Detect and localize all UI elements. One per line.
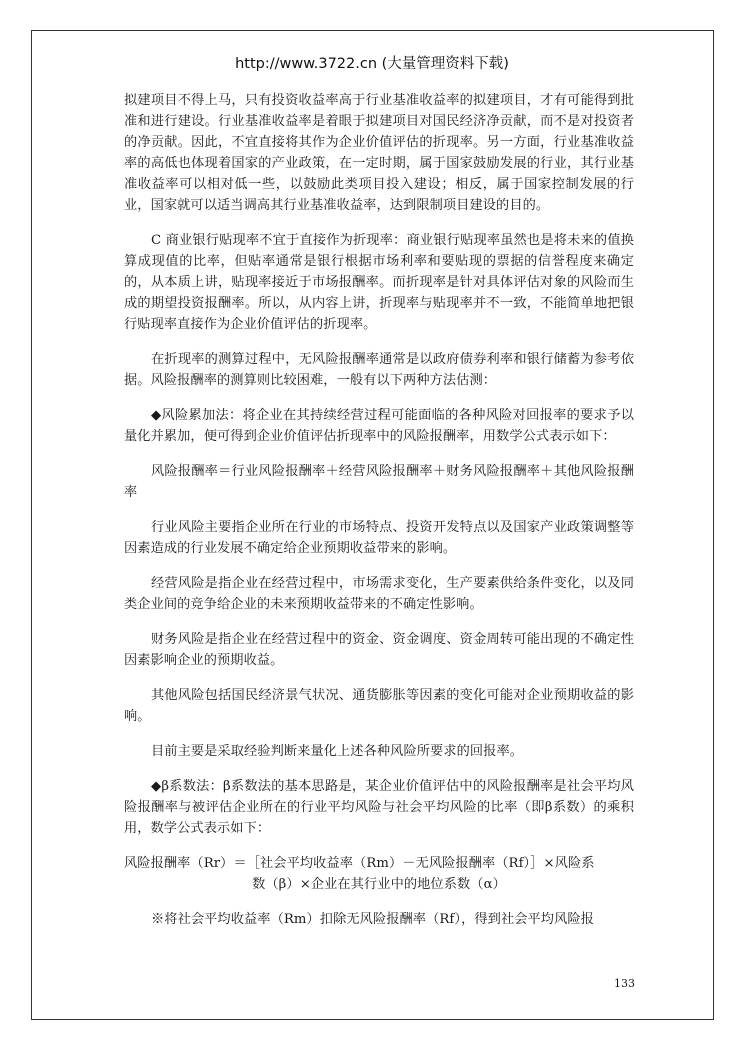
paragraph-discount-rate: C 商业银行贴现率不宜于直接作为折现率：商业银行贴现率虽然也是将未来的值换算成现值的比率，但贴率通常是银行根据市场利率和要贴现的票据的信誉程度来确定的，从本质上讲，贴现率接近于市场报酬率。而折现率是针对具体评估对象的风险而生成的期望投资报酬率。所以，从内容上讲，折现率与贴现率并不一致，不能简单地把银行贴现率直接作为企业价值评估的折现率。: [124, 233, 634, 332]
formula-beta-line1: 风险报酬率（Rr）＝［社会平均收益率（Rm）－无风险报酬率（Rf）］×风险系: [124, 856, 595, 871]
paragraph-industry-benchmark: 拟建项目不得上马，只有投资收益率高于行业基准收益率的拟建项目，才有可能得到批准和进行建设。行业基准收益率是着眼于拟建项目对国民经济净贡献，而不是对投资者的净贡献。因此，不宜直接将其作为企业价值评估的折现率。另一方面，行业基准收益率的高低也体现着国家的产业政策，在一定时期，属于国家鼓励发展的行业，其行业基准收益率可以相对低一些，以鼓励此类项目投入建设；相反，属于国家控制发展的行业，国家就可以适当调高其行业基准收益率，达到限制项目建设的目的。: [124, 93, 634, 213]
formula-beta-line2: 数（β）×企业在其行业中的地位系数（α）: [252, 877, 506, 892]
document-body: [124, 90, 634, 930]
paragraph-beta-method: ◆β系数法：β系数法的基本思路是，某企业价值评估中的风险报酬率是社会平均风险报酬率与被评估企业所在的行业平均风险与社会平均风险的比率（即β系数）的乘积用，数学公式表示如下：: [124, 779, 634, 836]
page-header-url: http://www.3722.cn (大量管理资料下载): [235, 56, 509, 72]
page-number: 133: [614, 977, 635, 990]
paragraph-note: ※将社会平均收益率（Rm）扣除无风险报酬率（Rf），得到社会平均风险报: [151, 912, 594, 927]
paragraph-industry-risk: 行业风险主要指企业所在行业的市场特点、投资开发特点以及国家产业政策调整等因素造成的行业发展不确定给企业预期收益带来的影响。: [124, 520, 634, 556]
formula-risk-sum: 风险报酬率＝行业风险报酬率＋经营风险报酬率＋财务风险报酬率＋其他风险报酬率: [124, 464, 634, 500]
paragraph-risk-accumulation: ◆风险累加法：将企业在其持续经营过程可能面临的各种风险对回报率的要求予以量化并累加，便可得到企业价值评估折现率中的风险报酬率，用数学公式表示如下：: [124, 408, 634, 444]
paragraph-measurement: 在折现率的测算过程中，无风险报酬率通常是以政府债券利率和银行储蓄为参考依据。风险报酬率的测算则比较困难，一般有以下两种方法估测：: [124, 352, 634, 388]
paragraph-experience: 目前主要是采取经验判断来量化上述各种风险所要求的回报率。: [151, 744, 524, 759]
paragraph-operating-risk: 经营风险是指企业在经营过程中，市场需求变化，生产要素供给条件变化，以及同类企业间的竞争给企业的未来预期收益带来的不确定性影响。: [124, 576, 634, 612]
paragraph-other-risk: 其他风险包括国民经济景气状况、通货膨胀等因素的变化可能对企业预期收益的影响。: [124, 688, 634, 724]
paragraph-financial-risk: 财务风险是指企业在经营过程中的资金、资金调度、资金周转可能出现的不确定性因素影响企业的预期收益。: [124, 632, 634, 668]
